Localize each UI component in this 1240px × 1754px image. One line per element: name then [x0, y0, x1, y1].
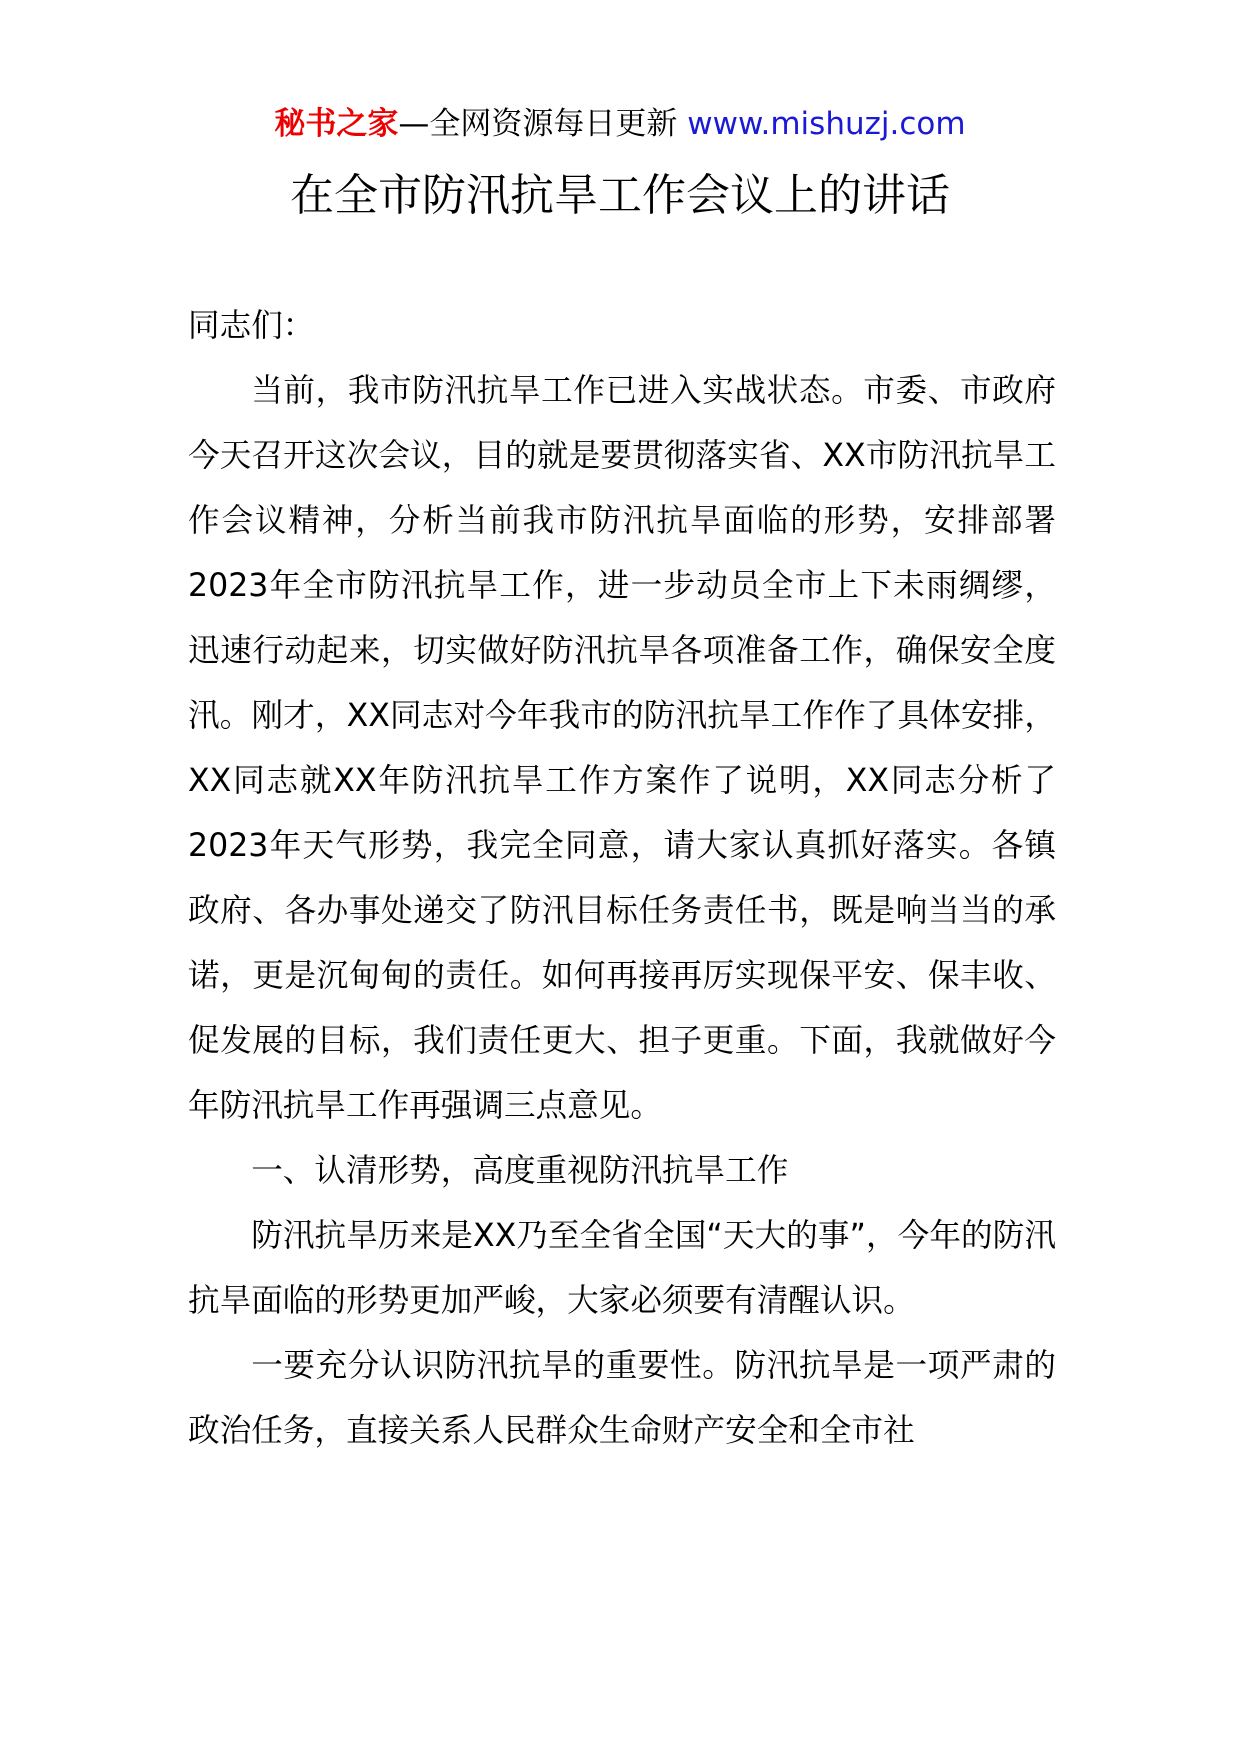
- document-body: [188, 294, 1056, 1464]
- site-brand: 秘书之家: [274, 106, 399, 142]
- salutation: 同志们：: [188, 308, 315, 344]
- site-header: [0, 102, 1240, 146]
- paragraph-section-1: 防汛抗旱历来是XX乃至全省全国“天大的事”，今年的防汛抗旱面临的形势更加严峻，大家必须要有清醒认识。: [188, 1218, 1056, 1319]
- paragraph-intro: 当前，我市防汛抗旱工作已进入实战状态。市委、市政府今天召开这次会议，目的就是要贯彻落实省、XX市防汛抗旱工作会议精神，分析当前我市防汛抗旱面临的形势，安排部署2023年全市防汛抗旱工作，进一步动员全市上下未雨绸缪，迅速行动起来，切实做好防汛抗旱各项准备工作，确保安全度汛。刚才，XX同志对今年我市的防汛抗旱工作作了具体安排，XX同志就XX年防汛抗旱工作方案作了说明，XX同志分析了2023年天气形势，我完全同意，请大家认真抓好落实。各镇政府、各办事处递交了防汛目标任务责任书，既是响当当的承诺，更是沉甸甸的责任。如何再接再厉实现保平安、保丰收、促发展的目标，我们责任更大、担子更重。下面，我就做好今年防汛抗旱工作再强调三点意见。: [188, 373, 1056, 1124]
- paragraph-point-1: 一要充分认识防汛抗旱的重要性。防汛抗旱是一项严肃的政治任务，直接关系人民群众生命财产安全和全市社: [188, 1348, 1056, 1449]
- site-tagline: —全网资源每日更新: [398, 106, 678, 142]
- document-title: 在全市防汛抗旱工作会议上的讲话: [290, 170, 950, 221]
- section-heading-1: 一、认清形势，高度重视防汛抗旱工作: [251, 1153, 789, 1189]
- site-url-link[interactable]: www.mishuzj.com: [687, 106, 966, 142]
